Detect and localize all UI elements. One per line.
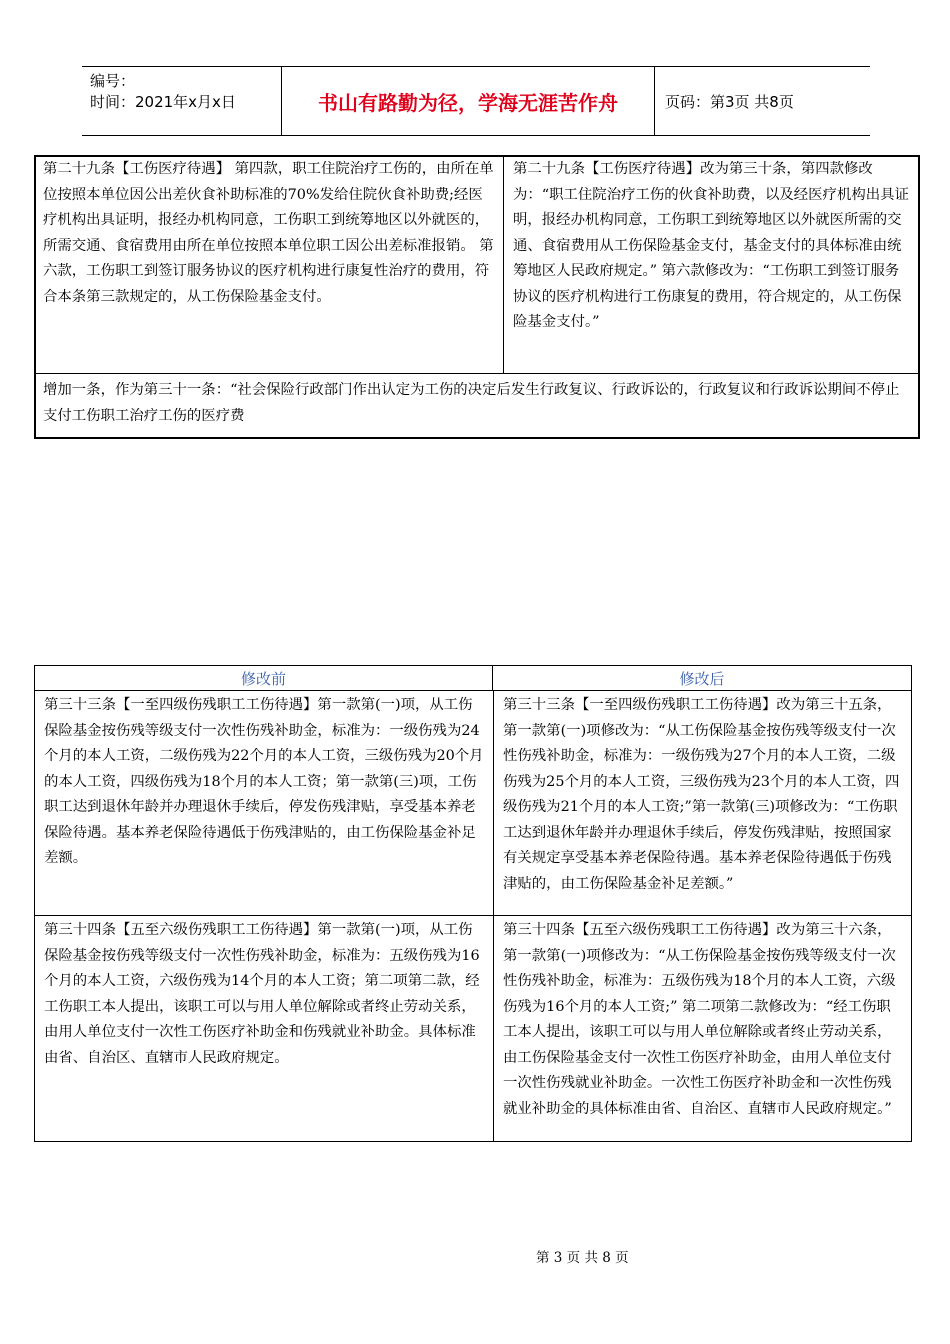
document-date: 时间：2021年x月x日 — [90, 93, 236, 111]
table1-after-cell: 第二十九条【工伤医疗待遇】改为第三十条，第四款修改为：“职工住院治疗工伤的伙食补助费，以及经医疗机构出具证明，报经办机构同意，工伤职工到统筹地区以外就医所需的交通、食宿费用从工伤保险基金支付，基金支付的具体标准由统筹地区人民政府规定。” 第六款修改为：“工伤职工到签订服务协议的医疗机构进行工伤康复的费用，符合规定的，从工伤保险基金支付。” — [513, 161, 909, 330]
document-number-label: 编号： — [90, 72, 136, 90]
table2-row1-after: 第三十三条【一至四级伤残职工工伤待遇】改为第三十五条，第一款第(一)项修改为：“从工伤保险基金按伤残等级支付一次性伤残补助金，标准为：一级伤残为27个月的本人工资，二级伤残为25个月的本人工资，三级伤残为23个月的本人工资，四级伤残为21个月的本人工资;”第一款第(三)项修改为：“工伤职工达到退休年龄并办理退休手续后，停发伤残津贴，按照国家有关规定享受基本养老保险待遇。基本养老保险待遇低于伤残津贴的，由工伤保险基金补足差额。” — [494, 691, 912, 915]
header-motto: 书山有路勤为径，学海无涯苦作舟 — [282, 67, 655, 135]
page-header — [82, 66, 870, 136]
table2-row2-before: 第三十四条【五至六级伤残职工工伤待遇】第一款第(一)项，从工伤保险基金按伤残等级支付一次性伤残补助金，标准为：五级伤残为16个月的本人工资，六级伤残为14个月的本人工资；第二项第二款，经工伤职工本人提出，该职工可以与用人单位解除或者终止劳动关系，由用人单位支付一次性工伤医疗补助金和伤残就业补助金。具体标准由省、自治区、直辖市人民政府规定。 — [34, 915, 494, 1142]
table2-header-after: 修改后 — [492, 665, 912, 691]
table1-added-article: 增加一条，作为第三十一条：“社会保险行政部门作出认定为工伤的决定后发生行政复议、行政诉讼的，行政复议和行政诉讼期间不停止支付工伤职工治疗工伤的医疗费 — [34, 373, 920, 439]
table1-before-cell: 第二十九条【工伤医疗待遇】 第四款，职工住院治疗工伤的，由所在单位按照本单位因公出差伙食补助标准的70%发给住院伙食补助费;经医疗机构出具证明，报经办机构同意，工伤职工到统筹地区以外就医的，所需交通、食宿费用由所在单位按照本单位职工因公出差标准报销。 第六款，工伤职工到签订服务协议的医疗机构进行康复性治疗的费用，符合本条第三款规定的，从工伤保险基金支付。 — [34, 155, 504, 373]
table2-row1-before: 第三十三条【一至四级伤残职工工伤待遇】第一款第(一)项，从工伤保险基金按伤残等级支付一次性伤残补助金，标准为：一级伤残为24个月的本人工资，二级伤残为22个月的本人工资，三级伤残为20个月的本人工资，四级伤残为18个月的本人工资；第一款第(三)项，工伤职工达到退休年龄并办理退休手续后，停发伤残津贴，享受基本养老保险待遇。基本养老保险待遇低于伤残津贴的，由工伤保险基金补足差额。 — [34, 691, 494, 915]
table2-row2-after: 第三十四条【五至六级伤残职工工伤待遇】改为第三十六条，第一款第(一)项修改为：“从工伤保险基金按伤残等级支付一次性伤残补助金，标准为：五级伤残为18个月的本人工资，六级伤残为16个月的本人工资;” 第二项第二款修改为：“经工伤职工本人提出，该职工可以与用人单位解除或者终止劳动关系，由工伤保险基金支付一次性工伤医疗补助金，由用人单位支付一次性伤残就业补助金。一次性工伤医疗补助金和一次性伤残就业补助金的具体标准由省、自治区、直辖市人民政府规定。” — [494, 915, 912, 1142]
page-footer: 第 3 页 共 8 页 — [536, 1250, 629, 1266]
table2-header-before: 修改前 — [34, 665, 492, 691]
header-page-info: 页码：第3页 共8页 — [665, 92, 794, 111]
header-meta — [82, 67, 282, 135]
